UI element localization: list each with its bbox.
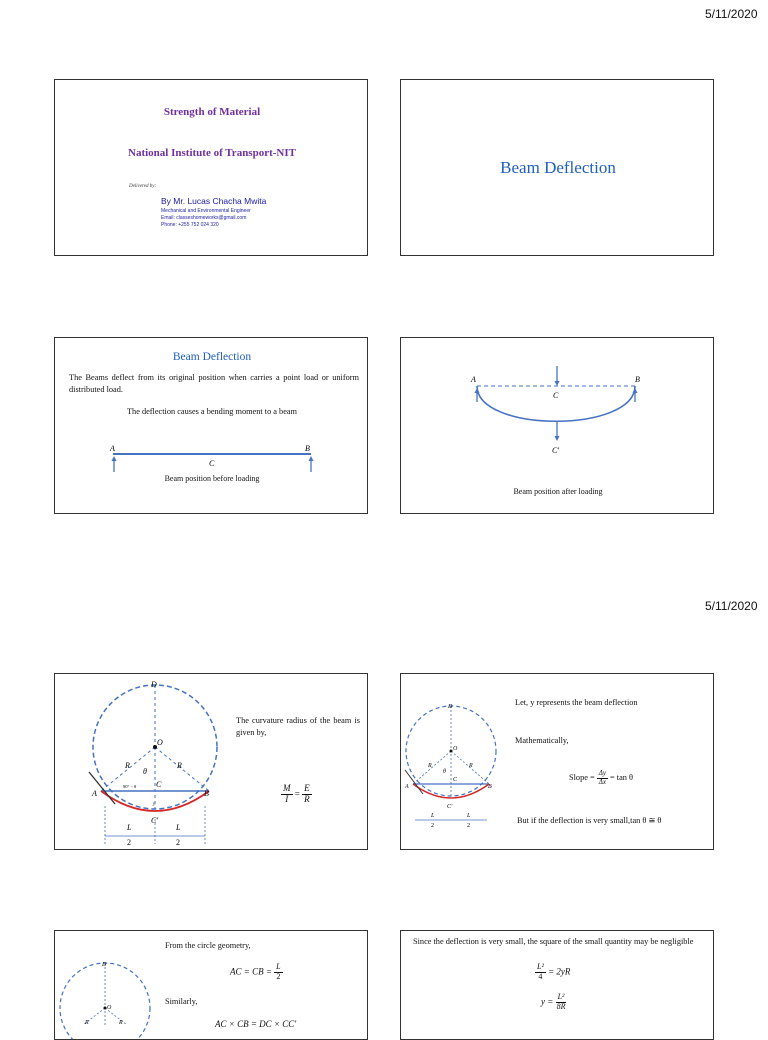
- tangent-line: [89, 772, 115, 804]
- label-two-right: 2: [467, 823, 470, 829]
- label-b: B: [635, 375, 640, 384]
- label-a: A: [405, 784, 409, 790]
- eq2-lhs: y =: [541, 996, 554, 1007]
- page-date: 5/11/2020: [705, 7, 758, 21]
- support-b-arrowhead: [633, 388, 638, 393]
- delivered-by-label: Delivered by:: [129, 184, 157, 189]
- label-o: O: [157, 738, 163, 747]
- page-date: 5/11/2020: [705, 599, 758, 613]
- deflection-definition: Let, y represents the beam deflection: [515, 698, 638, 707]
- label-a: A: [110, 444, 115, 453]
- mathematically-label: Mathematically,: [515, 736, 569, 745]
- eq1-rhs: = 2yR: [548, 966, 571, 977]
- slope-rhs: = tan θ: [610, 773, 633, 783]
- label-l-right: L: [467, 813, 471, 819]
- intro-paragraph: The Beams deflect from its original position when carries a point load or uniform distributed load.: [69, 373, 359, 394]
- label-l-right: L: [176, 823, 181, 832]
- label-o: O: [107, 1005, 112, 1011]
- formula-r: R: [304, 793, 310, 804]
- slide-title: [54, 79, 368, 256]
- slope-label: Slope =: [569, 773, 595, 783]
- eq2-numerator: L²: [557, 992, 565, 1001]
- slide-beam-after: [400, 337, 714, 514]
- formula-i: I: [285, 793, 289, 804]
- small-angle-note: But if the deflection is very small,tan θ ≅ θ: [517, 816, 662, 825]
- author-role: Mechanical and Environmental Engineer: [161, 208, 251, 214]
- label-r-left: R: [85, 1020, 89, 1026]
- slope-formula: [569, 770, 633, 786]
- eq1-denominator: 4: [538, 971, 543, 981]
- label-r-left: R: [428, 763, 432, 769]
- similarly-label: Similarly,: [165, 997, 198, 1006]
- slide-curvature-radius: [54, 673, 368, 850]
- label-d: D: [102, 962, 107, 968]
- label-r-right: R: [469, 763, 473, 769]
- label-c: C: [553, 391, 559, 400]
- label-r-right: R: [177, 761, 182, 770]
- bending-sentence: The deflection causes a bending moment to a beam: [126, 407, 298, 416]
- label-c: C: [156, 780, 162, 789]
- label-r-left: R: [125, 761, 130, 770]
- support-a-arrowhead: [475, 388, 480, 393]
- label-theta: θ: [143, 767, 147, 776]
- curvature-circle: [60, 963, 150, 1040]
- label-c-prime: C': [151, 816, 159, 825]
- tangent-line: [405, 770, 423, 794]
- label-y: y: [153, 802, 156, 807]
- negligible-note: Since the deflection is very small, the square of the small quantity may be negligible: [413, 937, 694, 946]
- moment-formula: $\frac{M}{I}$ = $\frac{E}{R}$: [283, 783, 310, 804]
- radius-ob: [155, 747, 209, 791]
- author-email: Email: classeshomeworks@gmail.com: [161, 215, 247, 221]
- label-c-prime: C': [447, 804, 453, 810]
- support-a-arrowhead: [112, 456, 117, 461]
- label-l-left: L: [127, 823, 132, 832]
- course-title: Strength of Material: [163, 106, 261, 118]
- caption: Beam position before loading: [164, 474, 260, 483]
- label-two-left: 2: [431, 823, 434, 829]
- label-c: C: [209, 459, 215, 468]
- label-o: O: [453, 746, 458, 752]
- label-d: D: [151, 680, 157, 689]
- load-arrowhead: [555, 381, 560, 386]
- deflection-arrowhead: [555, 436, 560, 441]
- chord-equation: [230, 963, 283, 982]
- label-b: B: [488, 784, 492, 790]
- institute-name: National Institute of Transport-NIT: [128, 147, 296, 159]
- author-phone: Phone: +255 752 024 320: [161, 222, 219, 228]
- label-c-prime: C': [552, 446, 560, 455]
- circle-geometry-diagram: [55, 674, 368, 850]
- curvature-text: The curvature radius of the beam is given by,: [236, 716, 360, 737]
- slide-heading: Beam Deflection: [172, 351, 252, 363]
- slope-denominator: Δx: [598, 777, 606, 786]
- slope-numerator: Δy: [598, 769, 606, 777]
- deflection-equation-1: [535, 963, 570, 982]
- label-r-right: R: [119, 1020, 123, 1026]
- label-c: C: [453, 777, 458, 783]
- eq1-numerator: L²: [537, 962, 544, 971]
- slide-deflection-slope: [400, 673, 714, 850]
- label-d: D: [448, 704, 453, 710]
- section-title: Beam Deflection: [500, 158, 616, 177]
- beam-before-diagram: [55, 338, 368, 514]
- chord-numerator: L: [276, 962, 281, 971]
- chord-denominator: 2: [276, 971, 281, 981]
- formula-m: M: [283, 783, 291, 793]
- slide-beam-before: [54, 337, 368, 514]
- intersecting-chords-equation: AC × CB = DC × CC': [215, 1019, 297, 1029]
- label-a: A: [92, 789, 97, 798]
- label-theta: θ: [443, 769, 446, 775]
- author-name: By Mr. Lucas Chacha Mwita: [161, 196, 267, 206]
- label-angle: 90° − θ: [123, 784, 137, 789]
- label-b: B: [204, 789, 209, 798]
- label-l-left: L: [431, 813, 435, 819]
- slide-section-title: [400, 79, 714, 256]
- support-b-arrowhead: [309, 456, 314, 461]
- caption: Beam position after loading: [513, 487, 603, 496]
- eq2-denominator: 8R: [556, 1001, 566, 1011]
- label-two-left: 2: [127, 838, 131, 847]
- formula-e: E: [304, 783, 310, 793]
- geometry-intro: From the circle geometry,: [165, 941, 251, 950]
- deflection-equation-2: [541, 993, 566, 1012]
- label-b: B: [305, 444, 310, 453]
- label-a: A: [471, 375, 476, 384]
- label-two-right: 2: [176, 838, 180, 847]
- chord-equation-lhs: AC = CB =: [230, 966, 272, 977]
- radius-oa: [413, 751, 451, 784]
